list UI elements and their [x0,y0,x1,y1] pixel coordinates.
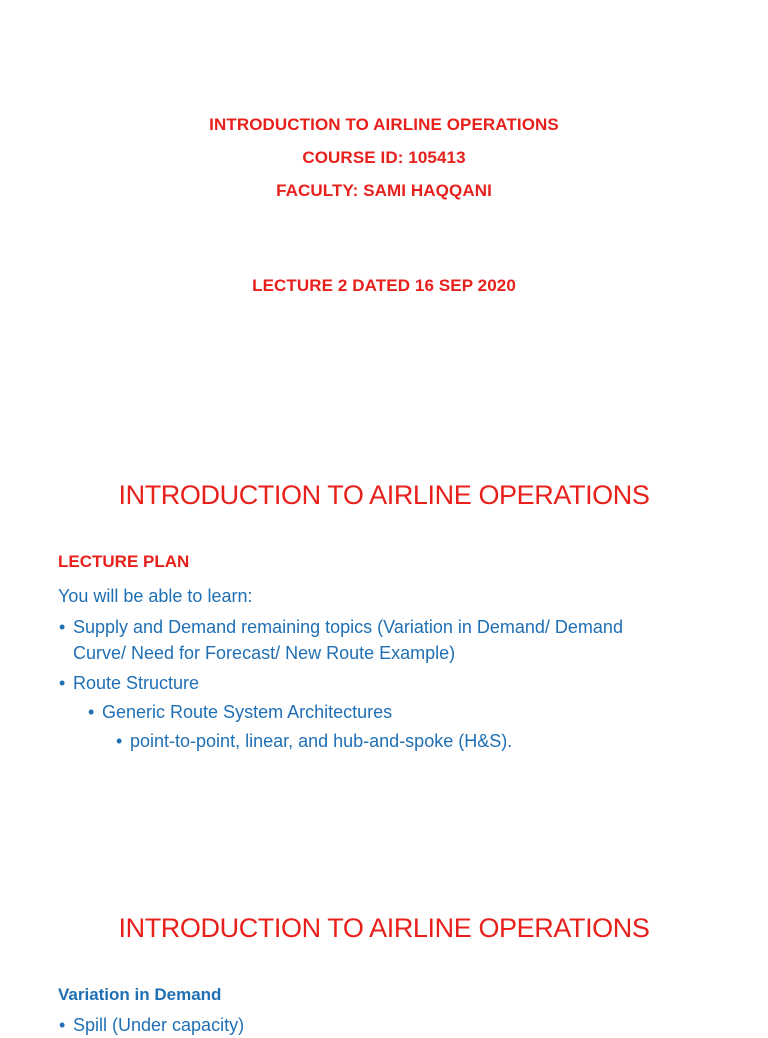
bullet-spill [59,1012,245,1038]
variation-demand-heading: Variation in Demand [58,985,222,1004]
bullet-generic-route [88,699,393,725]
faculty-name: FACULTY: SAMI HAQQANI [276,181,492,200]
bullet-glyph: • [59,1015,66,1035]
lecture-date: LECTURE 2 DATED 16 SEP 2020 [252,276,516,295]
slide-title: INTRODUCTION TO AIRLINE OPERATIONS [118,913,650,943]
bullet-text: point-to-point, linear, and hub-and-spoke (H&S). [130,731,513,751]
bullet-glyph: • [116,731,123,751]
bullet-glyph: • [59,617,66,637]
bullet-glyph: • [88,702,95,722]
lecture-plan-heading: LECTURE PLAN [58,552,190,571]
intro-text: You will be able to learn: [58,586,253,606]
bullet-route-structure [59,670,200,696]
variation-demand-slide [0,865,768,1035]
bullet-text: Route Structure [73,673,200,693]
bullet-glyph: • [59,673,66,693]
slide-title: INTRODUCTION TO AIRLINE OPERATIONS [118,480,650,510]
bullet-text-line1: Supply and Demand remaining topics (Variation in Demand/ Demand [73,617,623,637]
bullet-text: Spill (Under capacity) [73,1015,245,1035]
lecture-plan-slide [0,440,768,865]
title-slide [0,0,768,440]
course-id: COURSE ID: 105413 [302,148,466,167]
bullet-text: Generic Route System Architectures [102,702,393,722]
bullet-text-line2: Curve/ Need for Forecast/ New Route Example) [73,643,456,663]
bullet-architectures [116,728,513,754]
bullet-supply-demand [59,614,733,666]
course-title: INTRODUCTION TO AIRLINE OPERATIONS [209,115,559,134]
